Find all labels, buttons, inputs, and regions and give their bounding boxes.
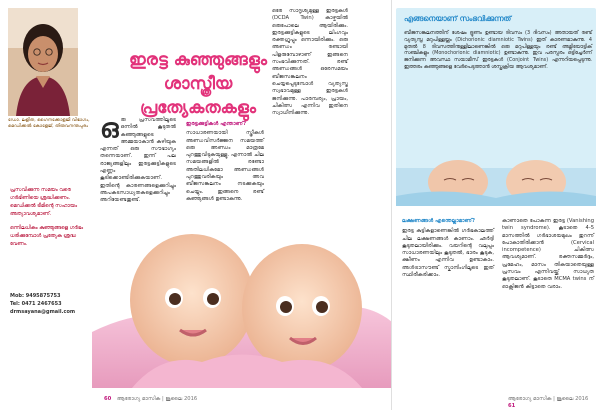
text-column-2 xyxy=(186,117,264,203)
column-body: സാധാരണയായി സ്ത്രീകൾ അണ്ഡവിസർജ്ജന സമയത്ത് ഒരു അണ്ഡം മാത്രമേ പുറത്തുവിടുകയുള്ളൂ. എന്നാൽ ചില സമയങ്ങളിൽ രണ്ടോ അതിലധികമോ അണ്ഡങ്ങൾ പുറത്തുവരികയും അവ ബീജസങ്കലനം നടക്കുകയും ചെയ്യും. ഇങ്ങനെ രണ്ട് കുഞ്ഞുങ്ങൾ ഉണ്ടാകുന്നു. xyxy=(186,130,264,202)
author-photo xyxy=(8,8,78,116)
text-column-1 xyxy=(100,114,176,205)
column-body: ഇരട്ട കുട്ടികളാണെങ്കിൽ ഗർഭകാലത്ത് ചില ലക്ഷണങ്ങൾ കാണാം. ഛർദ്ദി കൂടുതലായിരിക്കും. വയറിന്റെ വലുപ്പം സാധാരണയിലും കൂടുതൽ, ഭാരം കൂടുക, ക്ഷീണം എന്നിവ ഉണ്ടാകാം. അൾട്രാസൗണ്ട് സ്കാനിംഗിലൂടെ ഇത് സ്ഥിരീകരിക്കാം. xyxy=(402,228,494,279)
info-box xyxy=(396,8,596,206)
contact-telephone: Tel: 0471 2467653 xyxy=(10,301,62,307)
page-number: 61 xyxy=(508,403,516,409)
sidebar-paragraph: ഒന്നിലധികം കുഞ്ഞുങ്ങളെ ഗർഭം ധരിക്കുമ്പോൾ പ്രത്യേക ശ്രദ്ധ വേണം. xyxy=(10,225,84,247)
column-body: ഒരേ സാദൃശ്യമുള്ള ഇരട്ടകൾ (DCDA Twin) കാഴ്ചയിൽ ഒരുപോലെ ആയിരിക്കും. ഇരട്ടക്കുട്ടികളുടെ ലിംഗവും രക്തഗ്രൂപ്പും ഒന്നായിരിക്കും. ഒരു അണ്ഡം രണ്ടായി പിളരുമ്പോഴാണ് ഇങ്ങനെ സംഭവിക്കുന്നത്. രണ്ട് അണ്ഡങ്ങൾ ഒരേസമയം ബീജസങ്കലനം ചെയ്യപ്പെടുമ്പോൾ വ്യത്യസ്ത സ്വഭാവമുള്ള ഇരട്ടകൾ ജനിക്കുന്നു. പാരമ്പര്യം, പ്രായം, ചികിത്സ എന്നിവ ഇതിനെ സ്വാധീനിക്കുന്നു. xyxy=(272,8,348,117)
section-subheading: ഇരട്ടക്കുട്ടികൾ എന്താണ്? xyxy=(186,121,247,127)
info-box-body: ബീജസങ്കലനത്തിന് ശേഷം ഭ്രൂണം ഉണ്ടായ ദിവസം (3 ദിവസം) അതായത് രണ്ട് വ്യത്യസ്ത മറുപിള്ളയ്ക്കും (Dichorionic diamniotic Twins) ഇത് കാരണമാകുന്നു. 4 മുതൽ 8 ദിവസത്തിനുള്ളിലാണെങ്കിൽ ഒരു മറുപിള്ളയും രണ്ട് അമ്നിയോട്ടിക് സഞ്ചികളും (Monochorionic diamniotic) ഉണ്ടാകുന്നു. ഇവ പരസ്പരം ഒട്ടിച്ചേർന്ന് ജനിക്കുന്ന അവസ്ഥ സയാമീസ് ഇരട്ടകൾ (Conjoint Twins) എന്നറിയപ്പെടുന്നു. ഇത്തരം കുഞ്ഞുങ്ങളെ വേർപെടുത്താൻ ശസ്ത്രക്രിയ ആവശ്യമാണ്. xyxy=(404,30,592,70)
drop-cap: ഒ xyxy=(100,114,119,144)
contact-mobile: Mob: 9495875753 xyxy=(10,293,61,299)
twin-babies-photo xyxy=(92,212,392,388)
info-box-title: എങ്ങനെയാണ് സംഭവിക്കുന്നത് xyxy=(404,14,512,23)
sidebar-text xyxy=(10,186,88,254)
column-body: രു പ്രസവത്തിലൂടെ ഒന്നിൽ കൂടുതൽ കുഞ്ഞുങ്ങളുടെ അമ്മയാകാൻ കഴിയുക എന്നത് ഒരു സൗഭാഗ്യം തന്നെയാണ്. ഇന്ന് പല രാജ്യങ്ങളിലും ഇരട്ടക്കുട്ടികളുടെ എണ്ണം കൂടിക്കൊണ്ടിരിക്കുകയാണ്. ഇതിന്റെ കാരണങ്ങളെക്കുറിച്ചും അപകടസാധ്യതകളെക്കുറിച്ചും അറിയേണ്ടതുണ്ട്. xyxy=(100,117,176,204)
right-page xyxy=(392,0,600,410)
article-title xyxy=(108,48,288,120)
section-subheading: ലക്ഷണങ്ങൾ എന്തെല്ലാമാണ്? xyxy=(402,218,475,224)
page-footer-left xyxy=(104,396,197,403)
text-column-3 xyxy=(272,8,348,117)
author-contact xyxy=(10,292,88,316)
article-title-line-1: ഇരട്ട കുഞ്ഞുങ്ങളും xyxy=(128,50,268,70)
footer-text: ആരോഗ്യ മാസിക | ജൂലൈ 2016 xyxy=(116,396,198,402)
contact-email: drmsayana@gmail.com xyxy=(10,309,76,315)
sidebar-paragraph: പ്രസവിക്കുന്ന സമയം വരെ ഗർഭിണിയെ ശ്രദ്ധിക്കണം. മെഡിക്കൽ ടീമിന്റെ സഹായം അത്യാവശ്യമാണ്. xyxy=(10,187,78,217)
newborn-twins-photo xyxy=(396,146,596,206)
column-body: കാണാതെ പോകുന്ന ഇരട്ട (Vanishing twin syndrome). കൂടാതെ 4-5 മാസത്തിൽ ഗർഭാശയമുഖം തുറന്ന് പോകാതിരിക്കാൻ (Cervical incompetence) ചികിത്സ ആവശ്യമാണ്. രക്തസമ്മർദ്ദം, പ്രമേഹം, മാസം തികയാതെയുള്ള പ്രസവം എന്നിവയ്ക്ക് സാധ്യത കൂടുതലാണ്. കൂടാതെ MCMA twins ന് ഓക്സിജൻ കിട്ടാതെ വരാം. xyxy=(502,218,594,290)
text-column-5 xyxy=(502,218,594,291)
page-footer-right xyxy=(508,396,600,409)
footer-text: ആരോഗ്യ മാസിക | ജൂലൈ 2016 xyxy=(508,396,589,402)
article-title-line-2: ശാസ്ത്രീയ പ്രത്യേകതകളും xyxy=(139,74,257,118)
text-column-4 xyxy=(402,218,494,279)
author-caption: ഡോ. ലളിത, ഗൈനക്കോളജി വിഭാഗം, മെഡിക്കൽ കോളേജ്, തിരുവനന്തപുരം xyxy=(8,118,90,129)
page-number: 60 xyxy=(104,396,112,402)
